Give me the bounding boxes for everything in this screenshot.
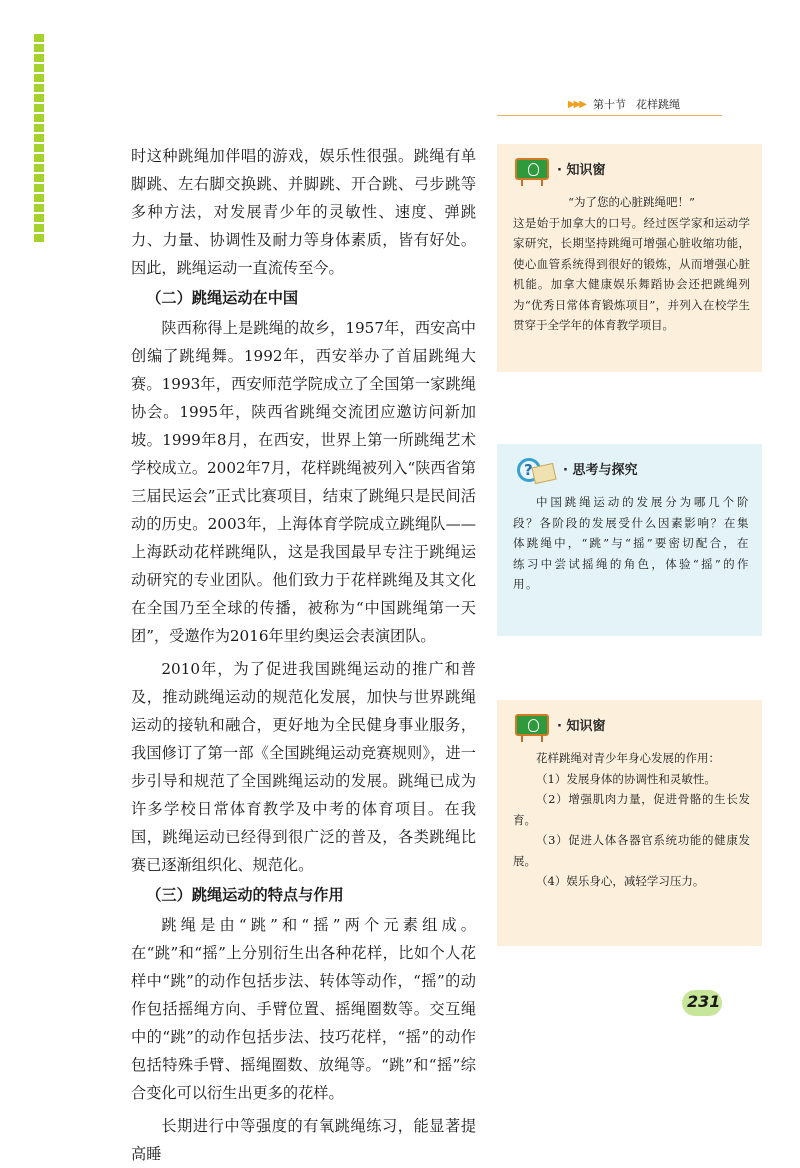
globe-question-icon: ?: [513, 455, 557, 487]
triple-arrow-icon: ▶▶▶: [567, 98, 585, 110]
header-section: 第十节: [593, 98, 626, 111]
chalkboard-icon: [513, 712, 551, 742]
paragraph: 跳绳是由“跳”和“摇”两个元素组成。在“跳”和“摇”上分别衍生出各种花样，比如个人花样中“跳”的动作包括步法、转体等动作，“摇”的动作包括摇绳方向、手臂位置、摇绳圈数等。交互绳中的“跳”的动作包括步法、技巧花样，“摇”的动作包括特殊手臂、摇绳圈数、放绳等。“跳”和“摇”综合变化可以衍生出更多的花样。: [131, 916, 476, 1102]
box-header: [513, 454, 750, 488]
list-item: （3）促进人体各器官系统功能的健康发展。: [513, 833, 750, 868]
box-intro: 花样跳绳对青少年身心发展的作用：: [536, 751, 720, 765]
list-item: （4）娱乐身心，减轻学习压力。: [536, 874, 705, 888]
decorative-stripe: [34, 34, 44, 244]
paragraph: 2010年，为了促进我国跳绳运动的推广和普及，推动跳绳运动的规范化发展，加快与世界跳绳运动的接轨和融合，更好地为全民健身事业服务，我国修订了第一部《全国跳绳运动竞赛规则》，进一步引导和规范了全国跳绳运动的发展。跳绳已成为许多学校日常体育教学及中考的体育项目。在我国，跳绳运动已经得到很广泛的普及，各类跳绳比赛已逐渐组织化、规范化。: [131, 660, 476, 874]
knowledge-window-2: [497, 700, 762, 946]
header-title: 花样跳绳: [636, 98, 680, 111]
box-text: 中国跳绳运动的发展分为哪几个阶段？各阶段的发展受什么因素影响？在集体跳绳中，“跳”与“摇”要密切配合，在练习中尝试摇绳的角色，体验“摇”的作用。: [513, 495, 750, 591]
paragraph: 长期进行中等强度的有氧跳绳练习，能显著提高睡: [131, 1117, 476, 1163]
main-text: [131, 142, 476, 1168]
list-item: （2）增强肌肉力量，促进骨骼的生长发育。: [513, 792, 750, 827]
think-explore-box: [497, 444, 762, 636]
header-divider: [497, 115, 722, 116]
paragraph: 陕西称得上是跳绳的故乡，1957年，西安高中创编了跳绳舞。1992年，西安举办了首届跳绳大赛。1993年，西安师范学院成立了全国第一家跳绳协会。1995年，陕西省跳绳交流团应邀访问新加坡。1999年8月，在西安，世界上第一所跳绳艺术学校成立。2002年7月，花样跳绳被列入“陕西省第三届民运会”正式比赛项目，结束了跳绳只是民间活动的历史。2003年，上海体育学院成立跳绳队——上海跃动花样跳绳队，这是我国最早专注于跳绳运动研究的专业团队。他们致力于花样跳绳及其文化在全国乃至全球的传播，被称为“中国跳绳第一天团”，受邀作为2016年里约奥运会表演团队。: [131, 319, 476, 645]
chalkboard-icon: [513, 156, 551, 186]
page-number: 231: [687, 992, 721, 1011]
box-title: · 知识窗: [557, 718, 606, 734]
box-header: [513, 710, 750, 744]
box-header: [513, 154, 750, 188]
section-heading: （二）跳绳运动在中国: [146, 289, 299, 307]
section-heading: （三）跳绳运动的特点与作用: [146, 886, 344, 904]
box-text: 这是始于加拿大的口号。经过医学家和运动学家研究，长期坚持跳绳可增强心脏收缩功能，使心血管系统得到很好的锻炼，从而增强心脏机能。加拿大健康娱乐舞蹈协会还把跳绳列为“优秀日常体育锻炼项目”，并列入在校学生贯穿于全学年的体育教学项目。: [513, 215, 750, 332]
box-title: · 知识窗: [557, 162, 606, 178]
knowledge-window-1: [497, 144, 762, 372]
paragraph: 时这种跳绳加伴唱的游戏，娱乐性很强。跳绳有单脚跳、左右脚交换跳、并脚跳、开合跳、弓步跳等多种方法，对发展青少年的灵敏性、速度、弹跳力、力量、协调性及耐力等身体素质，皆有好处。因此，跳绳运动一直流传至今。: [131, 147, 476, 277]
slogan: “为了您的心脏跳绳吧！”: [568, 195, 695, 209]
page-header: [568, 96, 680, 112]
box-title: · 思考与探究: [563, 462, 638, 478]
list-item: （1）发展身体的协调性和灵敏性。: [536, 771, 716, 786]
